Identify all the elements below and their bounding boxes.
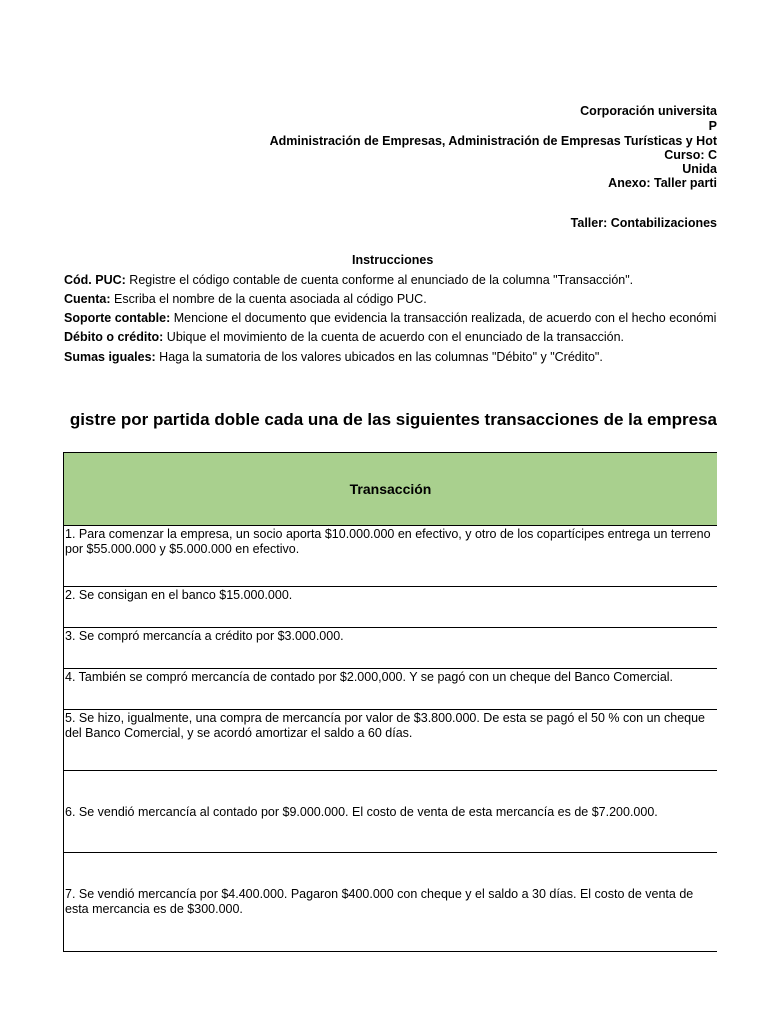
transaction-text: 2. Se consigan en el banco $15.000.000. bbox=[65, 588, 293, 602]
instruction-text: Registre el código contable de cuenta conforme al enunciado de la columna "Transacción". bbox=[125, 273, 634, 287]
instruction-text: Ubique el movimiento de la cuenta de acuerdo con el enunciado de la transacción. bbox=[163, 330, 625, 344]
table-header-transaccion: Transacción bbox=[64, 453, 717, 526]
transaction-text: 4. También se compró mercancía de contado por $2.000,000. Y se pagó con un cheque del Banco Comercial. bbox=[65, 670, 674, 684]
instruction-label: Sumas iguales: bbox=[64, 350, 156, 364]
annex-line: Anexo: Taller parti bbox=[608, 176, 717, 190]
table-row bbox=[64, 771, 717, 853]
instruction-item bbox=[64, 311, 716, 326]
table-row bbox=[64, 587, 717, 628]
table-row bbox=[64, 669, 717, 710]
transactions-table bbox=[63, 452, 717, 952]
instruction-text: Escriba el nombre de la cuenta asociada al código PUC. bbox=[110, 292, 427, 306]
unit-line: Unida bbox=[682, 162, 717, 176]
instructions-title: Instrucciones bbox=[352, 253, 434, 267]
instruction-item bbox=[64, 273, 633, 288]
instruction-label: Soporte contable: bbox=[64, 311, 171, 325]
transaction-text: 1. Para comenzar la empresa, un socio aporta $10.000.000 en efectivo, y otro de los copartícipes entrega un terreno por $55.000.000 y $5.000.000 en efectivo. bbox=[65, 527, 711, 556]
programs-line: Administración de Empresas, Administración de Empresas Turísticas y Hot bbox=[269, 134, 717, 148]
instruction-text: Haga la sumatoria de los valores ubicados en las columnas "Débito" y "Crédito". bbox=[155, 350, 603, 364]
instruction-label: Débito o crédito: bbox=[64, 330, 164, 344]
instruction-text: Mencione el documento que evidencia la transacción realizada, de acuerdo con el hecho económi bbox=[170, 311, 717, 325]
program-label: P bbox=[708, 119, 717, 133]
table-row bbox=[64, 853, 717, 950]
table-row bbox=[64, 628, 717, 669]
workshop-title: Taller: Contabilizaciones bbox=[570, 216, 717, 230]
course-line: Curso: C bbox=[664, 148, 717, 162]
instruction-item bbox=[64, 292, 427, 307]
transaction-text: 6. Se vendió mercancía al contado por $9.000.000. El costo de venta de esta mercancía es de $7.200.000. bbox=[65, 804, 658, 819]
table-row bbox=[64, 710, 717, 771]
instruction-item bbox=[64, 330, 624, 345]
institution-name: Corporación universita bbox=[580, 104, 717, 118]
table-row bbox=[64, 526, 717, 587]
transaction-text: 3. Se compró mercancía a crédito por $3.000.000. bbox=[65, 629, 344, 643]
instruction-label: Cuenta: bbox=[64, 292, 111, 306]
transaction-text: 7. Se vendió mercancía por $4.400.000. Pagaron $400.000 con cheque y el saldo a 30 días. El costo de venta de esta mercancia es de $300.000. bbox=[65, 887, 694, 916]
instruction-item bbox=[64, 350, 603, 365]
transaction-text: 5. Se hizo, igualmente, una compra de mercancía por valor de $3.800.000. De esta se pagó el 50 % con un cheque del Banco Comercial, y se acordó amortizar el saldo a 60 días. bbox=[65, 711, 705, 740]
instruction-label: Cód. PUC: bbox=[64, 273, 126, 287]
section-title: gistre por partida doble cada una de las siguientes transacciones de la empresa bbox=[69, 410, 717, 429]
